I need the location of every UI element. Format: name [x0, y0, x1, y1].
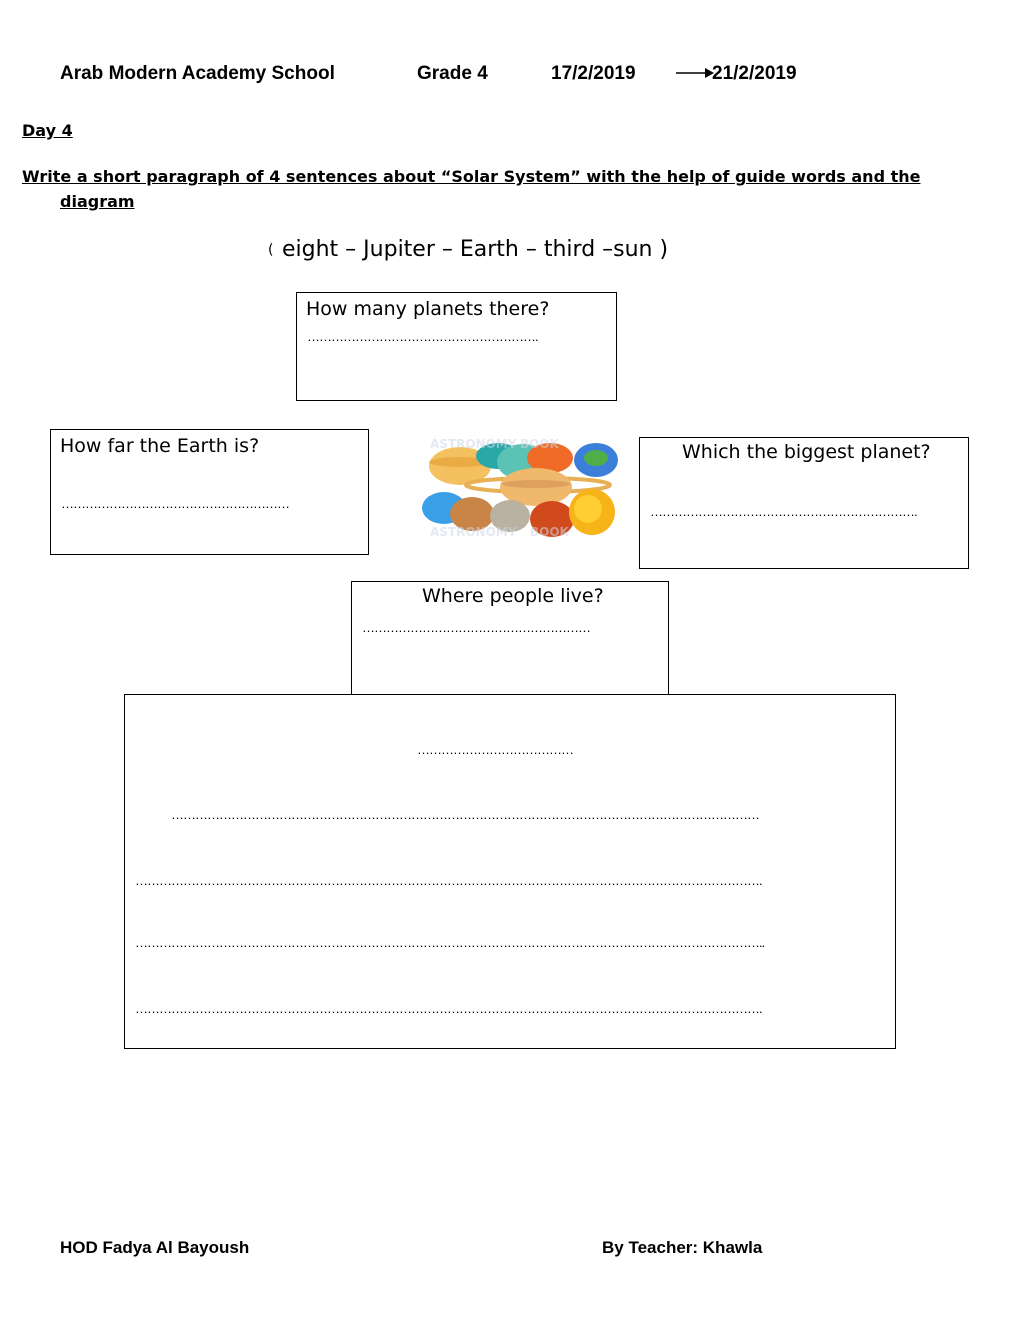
grade: Grade 4 [417, 63, 488, 84]
answer-line-earth-distance[interactable]: ………………………………………………… [61, 496, 289, 511]
instruction-line-1: Write a short paragraph of 4 sentences about “Solar System” with the help of guide words and the [22, 167, 921, 186]
question-biggest-planet: Which the biggest planet? [682, 441, 931, 463]
question-earth-distance: How far the Earth is? [60, 435, 260, 457]
day-label: Day 4 [22, 121, 73, 140]
answer-line-where-people-live[interactable]: ………………………………………………… [362, 620, 590, 635]
arrow-right-icon [676, 66, 714, 80]
svg-text:BOOK: BOOK [530, 525, 569, 539]
question-box-biggest-planet [639, 437, 969, 569]
guide-words-open-paren: ( [268, 242, 274, 258]
question-box-where-people-live [351, 581, 669, 695]
question-box-planets-count [296, 292, 617, 401]
footer-teacher: By Teacher: Khawla [602, 1238, 763, 1257]
paragraph-line-title[interactable]: ………………………………… [417, 742, 573, 757]
question-where-people-live: Where people live? [422, 585, 604, 607]
footer-hod: HOD Fadya Al Bayoush [60, 1238, 250, 1257]
svg-text:ASTRONOMY: ASTRONOMY [430, 525, 517, 539]
answer-line-biggest-planet[interactable]: …………………………………………………………. [650, 504, 917, 519]
question-planets-count: How many planets there? [306, 298, 550, 320]
guide-words: eight – Jupiter – Earth – third –sun ) [282, 237, 669, 262]
date-start: 17/2/2019 [551, 63, 636, 84]
svg-text:BOOK: BOOK [520, 437, 559, 451]
paragraph-writing-box [124, 694, 896, 1049]
paragraph-line-1[interactable]: ………………………………………………………………………………………………………………………………… [171, 807, 759, 822]
question-box-earth-distance [50, 429, 369, 555]
date-end: 21/2/2019 [712, 63, 797, 84]
svg-text:ASTRONOMY: ASTRONOMY [430, 437, 517, 451]
paragraph-line-3[interactable]: ………………………………………………………………………………………………………………………………………….. [135, 935, 765, 950]
answer-line-planets-count[interactable]: …………………………………………………. [307, 329, 538, 344]
instruction-line-2: diagram [60, 192, 135, 211]
planets-diagram [420, 432, 622, 544]
paragraph-line-4[interactable]: …………………………………………………………………………………………………………………………………………. [135, 1001, 762, 1016]
school-name: Arab Modern Academy School [60, 63, 335, 84]
paragraph-line-2[interactable]: …………………………………………………………………………………………………………………………………………. [135, 873, 762, 888]
